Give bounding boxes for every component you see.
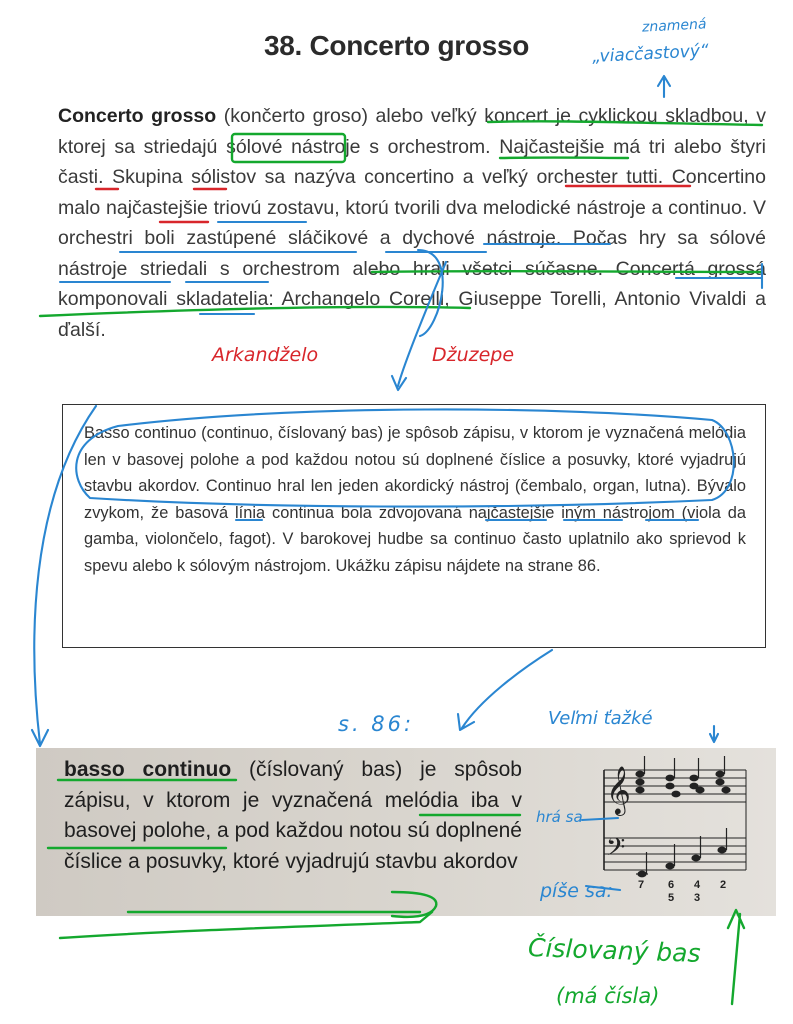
note-znamena: znamená bbox=[641, 16, 707, 36]
note-pise-sa: píše sa: bbox=[540, 880, 613, 902]
treble-clef-icon: 𝄞 bbox=[606, 765, 631, 814]
note-hra-sa: hrá sa bbox=[536, 808, 583, 826]
photo-body: (číslovaný bas) je spôsob zápisu, v ktorom je vyznačená melódia iba v basovej polohe, a pod každou notou sú doplnené číslice a posuvky, ktoré vyjadrujú stavbu akordov bbox=[64, 758, 522, 873]
figure-4: 4 bbox=[694, 879, 701, 891]
note-dzuzepe: Džuzepe bbox=[432, 344, 515, 366]
figure-7: 7 bbox=[638, 879, 645, 891]
info-box-text: Basso continuo (continuo, číslovaný bas) je spôsob zápisu, v ktorom je vyznačená melódia len v basovej polohe a pod každou notou sú doplnené číslice a posuvky, ktoré vyjadrujú stavbu akordov. Continuo hral len jeden akordický nástroj (čembalo, organ, lutna). Bývalo zvykom, že basová línia continua bola zdvojovaná najčastejšie iným nástrojom (viola da gamba, violončelo, fagot). V barokovej hudbe sa continuo často uplatnilo ako sprievod k spevu alebo k sólovým nástrojom. Ukážku zápisu nájdete na strane 86. bbox=[84, 424, 746, 575]
photo-term: basso continuo bbox=[64, 758, 232, 781]
note-ma-cisla: (má čísla) bbox=[556, 984, 660, 1008]
photo-text bbox=[64, 755, 522, 877]
note-ciselny-bas: Číslovaný bas bbox=[527, 932, 702, 969]
note-page-86: s. 86: bbox=[338, 712, 415, 736]
figure-2: 2 bbox=[720, 879, 727, 891]
figured-bass-staff bbox=[596, 756, 756, 906]
figure-3: 3 bbox=[694, 892, 701, 904]
note-arkandzelo: Arkandželo bbox=[212, 344, 319, 366]
note-velmi-tazke: Veľmi ťažké bbox=[548, 708, 653, 729]
figure-5: 5 bbox=[668, 892, 675, 904]
page-title: 38. Concerto grosso bbox=[263, 30, 530, 61]
bass-clef-icon: 𝄢 bbox=[606, 833, 626, 868]
main-paragraph bbox=[58, 101, 766, 345]
note-viaccastovy: „viacčastový“ bbox=[591, 40, 710, 68]
figure-6: 6 bbox=[668, 879, 675, 891]
term-concerto-grosso: Concerto grosso bbox=[58, 105, 217, 127]
main-paragraph-body: (končerto groso) alebo veľký koncert je cyklickou skladbou, v ktorej sa striedajú sólové nástroje s orchestrom. Najčastejšie má tri alebo štyri časti. Skupina sólistov sa nazýva concertino a veľký orchester tutti. Concertino malo najčastejšie triovú zostavu, ktorú tvorili dva melodické nástroje a continuo. V orchestri boli zastúpené sláčikové a dychové nástroje. Počas hry sa sólové nástroje striedali s orchestrom alebo hrali všetci súčasne. Concertá grossá komponovali skladatelia: Archangelo Corelli, Giuseppe Torelli, Antonio Vivaldi a ďalší. bbox=[58, 105, 767, 341]
